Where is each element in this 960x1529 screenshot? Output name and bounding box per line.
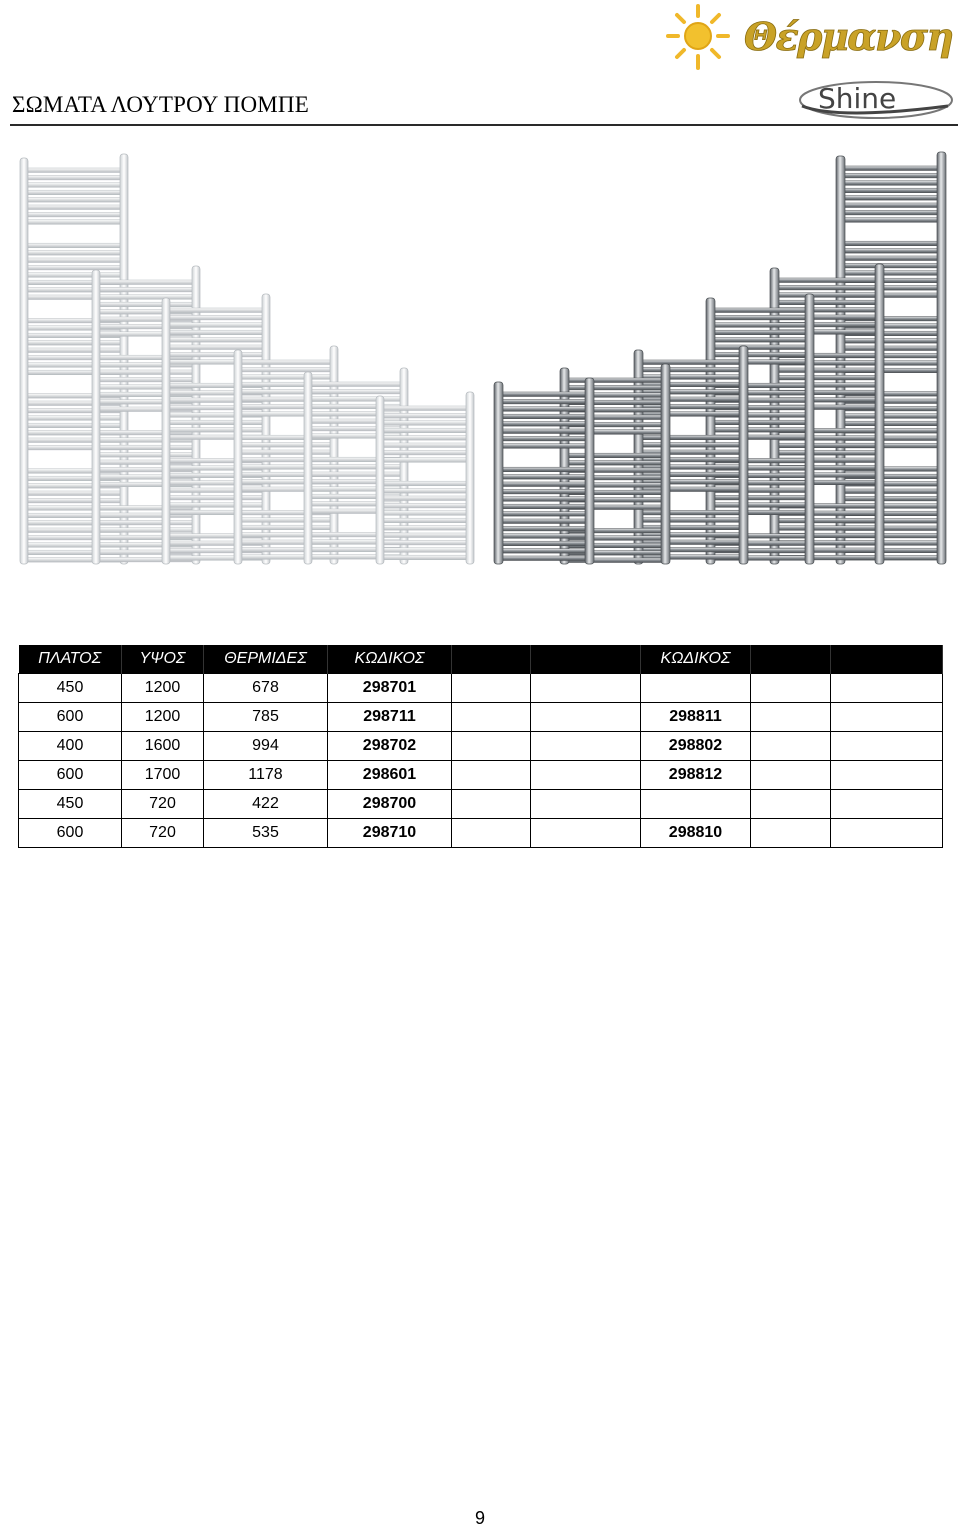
cell-empty	[751, 790, 831, 819]
spec-table	[18, 645, 943, 848]
page-number: 9	[474, 1508, 485, 1528]
page-title: ΣΩΜΑΤΑ ΛΟΥΤΡΟΥ ΠΟΜΠΕ	[12, 92, 309, 117]
cell-code-chrome: 298811	[641, 703, 751, 732]
cell-height: 1700	[122, 761, 204, 790]
col-header-blank	[831, 645, 943, 674]
cell-empty	[831, 703, 943, 732]
cell-width: 400	[19, 732, 122, 761]
col-header-blank	[751, 645, 831, 674]
cell-empty	[751, 732, 831, 761]
cell-code-white: 298701	[328, 674, 452, 703]
cell-empty	[452, 732, 531, 761]
thermansi-logo	[660, 2, 960, 74]
cell-empty	[831, 819, 943, 848]
sun-icon	[668, 6, 728, 68]
cell-heat-output: 1178	[204, 761, 328, 790]
table-row	[19, 732, 943, 761]
table-row	[19, 790, 943, 819]
white-radiator	[234, 346, 338, 564]
cell-heat-output: 535	[204, 819, 328, 848]
cell-empty	[452, 790, 531, 819]
logo-wordmark: Θέρμανση	[744, 14, 954, 59]
shine-wordmark: Shine	[818, 82, 897, 115]
cell-height: 1200	[122, 703, 204, 732]
radiators-photo	[14, 150, 950, 576]
cell-heat-output: 785	[204, 703, 328, 732]
cell-empty	[531, 819, 641, 848]
cell-empty	[751, 703, 831, 732]
white-radiator-group	[20, 154, 474, 564]
cell-height: 720	[122, 819, 204, 848]
cell-empty	[831, 790, 943, 819]
chrome-radiator	[494, 378, 594, 564]
col-header-blank	[531, 645, 641, 674]
cell-code-chrome: 298810	[641, 819, 751, 848]
cell-empty	[831, 761, 943, 790]
cell-height: 1200	[122, 674, 204, 703]
table-header-row	[19, 645, 943, 674]
cell-width: 600	[19, 703, 122, 732]
cell-code-white: 298710	[328, 819, 452, 848]
cell-heat-output: 994	[204, 732, 328, 761]
cell-code-white: 298711	[328, 703, 452, 732]
cell-empty	[452, 819, 531, 848]
cell-empty	[751, 819, 831, 848]
cell-empty	[452, 761, 531, 790]
title-divider	[10, 124, 958, 126]
table-row	[19, 703, 943, 732]
cell-empty	[531, 732, 641, 761]
cell-empty	[531, 761, 641, 790]
cell-empty	[831, 732, 943, 761]
chrome-radiator	[836, 152, 946, 564]
cell-empty	[751, 761, 831, 790]
cell-height: 720	[122, 790, 204, 819]
cell-empty	[751, 674, 831, 703]
chrome-radiator-group	[494, 152, 946, 564]
white-radiator	[376, 392, 474, 564]
cell-empty	[531, 790, 641, 819]
cell-empty	[452, 674, 531, 703]
col-header-code-white: ΚΩΔΙΚΟΣ	[328, 645, 452, 674]
col-header-height: ΥΨΟΣ	[122, 645, 204, 674]
chrome-radiator	[706, 294, 814, 564]
cell-empty	[531, 674, 641, 703]
cell-width: 600	[19, 761, 122, 790]
cell-width: 600	[19, 819, 122, 848]
table-row	[19, 674, 943, 703]
cell-code-white: 298702	[328, 732, 452, 761]
shine-logo	[798, 76, 958, 122]
cell-code-white: 298601	[328, 761, 452, 790]
col-header-heat-output: ΘΕΡΜΙΔΕΣ	[204, 645, 328, 674]
cell-empty	[452, 703, 531, 732]
table-row	[19, 819, 943, 848]
cell-width: 450	[19, 674, 122, 703]
cell-empty	[531, 703, 641, 732]
cell-code-chrome: 298802	[641, 732, 751, 761]
col-header-code-chrome: ΚΩΔΙΚΟΣ	[641, 645, 751, 674]
cell-empty	[831, 674, 943, 703]
cell-code-white: 298700	[328, 790, 452, 819]
cell-width: 450	[19, 790, 122, 819]
cell-code-chrome	[641, 790, 751, 819]
cell-code-chrome	[641, 674, 751, 703]
cell-height: 1600	[122, 732, 204, 761]
col-header-blank	[452, 645, 531, 674]
col-header-width: ΠΛΑΤΟΣ	[19, 645, 122, 674]
cell-code-chrome: 298812	[641, 761, 751, 790]
table-row	[19, 761, 943, 790]
cell-heat-output: 422	[204, 790, 328, 819]
cell-heat-output: 678	[204, 674, 328, 703]
